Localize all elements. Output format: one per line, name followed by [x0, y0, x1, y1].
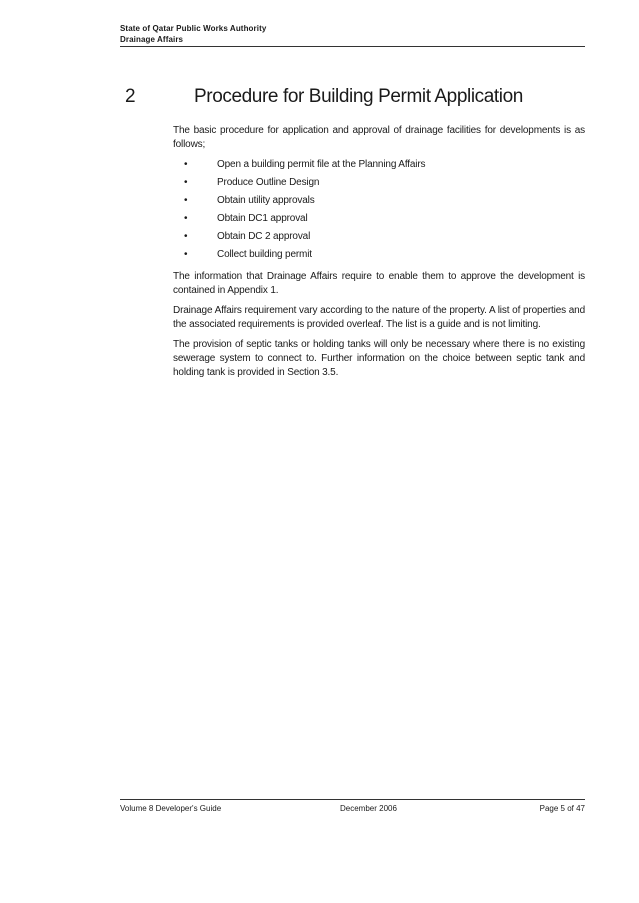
list-item: [173, 158, 585, 176]
intro-paragraph: The basic procedure for application and approval of drainage facilities for developments is as follows;: [173, 125, 585, 150]
list-item-text: Open a building permit file at the Planning Affairs: [217, 159, 426, 170]
bullet-icon: •: [184, 177, 188, 188]
header-department: Drainage Affairs: [120, 35, 184, 44]
appendix-paragraph: The information that Drainage Affairs require to enable them to approve the development is contained in Appendix 1.: [173, 271, 585, 296]
bullet-icon: •: [184, 249, 188, 260]
list-item: [173, 230, 585, 248]
list-item-text: Collect building permit: [217, 249, 312, 260]
requirements-paragraph: Drainage Affairs requirement vary according to the nature of the property. A list of properties and the associated requirements is provided overleaf. The list is a guide and is not limiting.: [173, 305, 585, 330]
list-item-text: Produce Outline Design: [217, 177, 320, 188]
list-item: [173, 248, 585, 266]
footer-document-title: Volume 8 Developer's Guide: [120, 804, 222, 813]
list-item-text: Obtain DC 2 approval: [217, 231, 311, 242]
procedure-list: [173, 158, 585, 266]
bullet-icon: •: [184, 195, 188, 206]
bullet-icon: •: [184, 159, 188, 170]
list-item: [173, 212, 585, 230]
section-title: Procedure for Building Permit Application: [194, 86, 523, 107]
list-item: [173, 176, 585, 194]
header-organization: State of Qatar Public Works Authority: [120, 24, 267, 33]
page-header: [120, 23, 585, 45]
section-number: 2: [125, 86, 136, 107]
list-item-text: Obtain utility approvals: [217, 195, 315, 206]
list-item-text: Obtain DC1 approval: [217, 213, 308, 224]
header-divider: [120, 46, 585, 47]
bullet-icon: •: [184, 231, 188, 242]
list-item: [173, 194, 585, 212]
bullet-icon: •: [184, 213, 188, 224]
document-body: [173, 124, 585, 386]
footer-date: December 2006: [340, 804, 397, 813]
footer-page-number: Page 5 of 47: [539, 804, 585, 813]
septic-tank-paragraph: The provision of septic tanks or holding tanks will only be necessary where there is no existing sewerage system to connect to. Further information on the choice between septic tank and holding tank is provided in Section 3.5.: [173, 339, 585, 378]
footer-divider: [120, 799, 585, 800]
